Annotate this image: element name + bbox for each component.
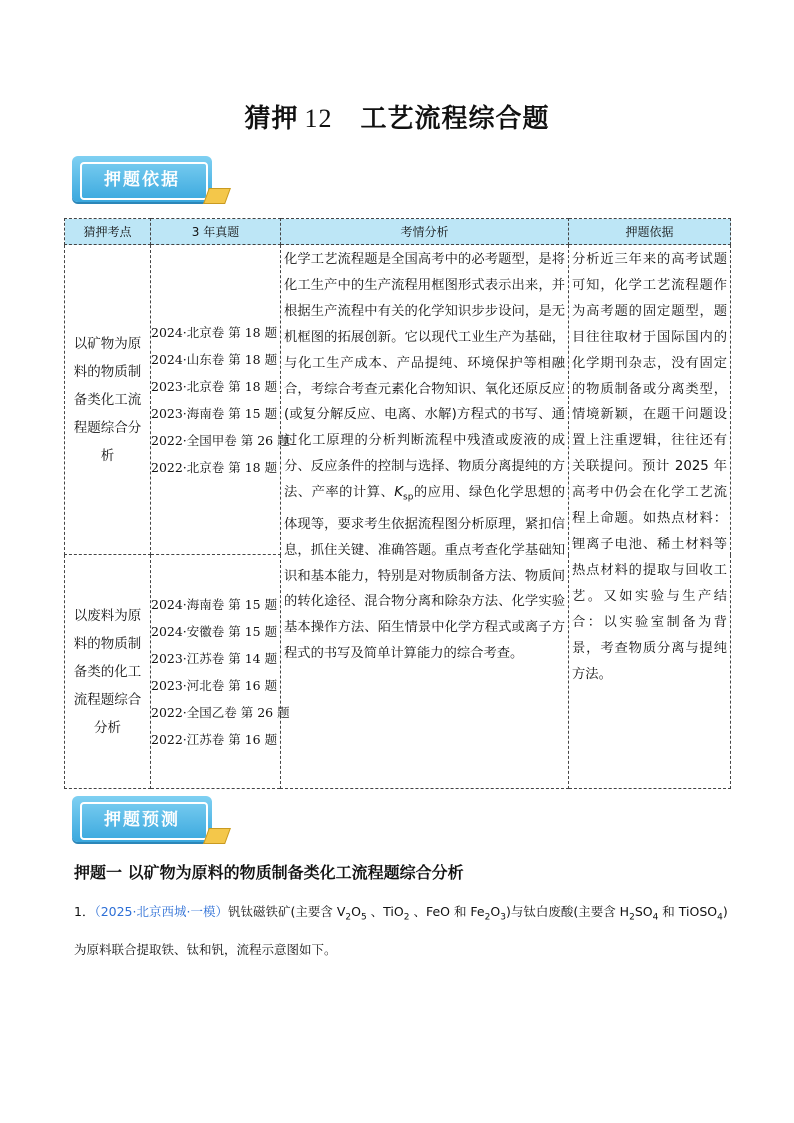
section-heading: 押题一 以矿物为原料的物质制备类化工流程题综合分析	[74, 863, 464, 882]
question-1: 1．（2025·北京西城·一模）钒钛磁铁矿(主要含 $V_2O_5$ 、TiO$_2$ 、FeO 和 $Fe_2O_3$)与钛白废酸(主要含 $H_2SO_4$ 和 TiOSO$_4$)为原料联合提取铁、钛和钒，流程示意图如下。	[74, 904, 728, 957]
section-banner-prediction	[72, 796, 228, 848]
exams-cell: 2024·北京卷 第 18 题 2024·山东卷 第 18 题 2023·北京卷 第 18 题 2023·海南卷 第 15 题 2022·全国甲卷 第 26 题 2022·北京卷 第 18 题	[151, 245, 281, 555]
exams-cell: 2024·海南卷 第 15 题 2024·安徽卷 第 15 题 2023·江苏卷 第 14 题 2023·河北卷 第 16 题 2022·全国乙卷 第 26 题 2022·江苏卷 第 16 题	[151, 555, 281, 789]
header-cell: 考情分析	[281, 219, 569, 245]
analysis-cell: 化学工艺流程题是全国高考中的必考题型，是将化工生产中的生产流程用框图形式表示出来，并根据生产流程中有关的化学知识步步设问，是无机框图的拓展创新。它以现代工业生产为基础，与化工生产成本、产品提纯、环境保护等相融合，考综合考查元素化合物知识、氧化还原反应(或复分解反应、电离、水解)方程式的书写、通过化工原理的分析判断流程中残渣或废液的成分、反应条件的控制与选择、物质分离提纯的方法、产率的计算、$K_{sp}$的应用、绿色化学思想的体现等，要求考生依据流程图分析原理，紧扣信息，抓住关键、准确答题。重点考查化学基础知识和基本能力，特别是对物质制备方法、物质间的转化途径、混合物分离和除杂方法、化学实验基本操作方法、陌生情景中化学方程式或离子方程式的书写及简单计算能力的综合考查。	[281, 245, 569, 789]
book-icon	[203, 828, 231, 844]
table-header-row	[65, 219, 731, 245]
banner-label: 押题预测	[104, 810, 180, 830]
page-title: 猜押 12 工艺流程综合题	[244, 104, 550, 134]
section-banner-basis	[72, 156, 228, 208]
basis-cell: 分析近三年来的高考试题可知，化学工艺流程题作为高考题的固定题型，题目往往取材于国际国内的化学期刊杂志，没有固定的物质制备或分离类型，情境新颖，在题干问题设置上注重逻辑，往往还有关联提问。预计 2025 年高考中仍会在化学工艺流程上命题。如热点材料：锂离子电池、稀土材料等热点材料的提取与回收工艺。又如实验与生产结合：以实验室制备为背景，考查物质分离与提纯方法。	[569, 245, 731, 789]
header-cell: 猜押考点	[65, 219, 151, 245]
exam-basis-table	[64, 218, 731, 789]
question-source: （2025·北京西城·一模）	[94, 904, 228, 919]
header-cell: 押题依据	[569, 219, 731, 245]
point-cell: 以矿物为原料的物质制备类化工流程题综合分析	[65, 245, 151, 555]
banner-label: 押题依据	[104, 170, 180, 190]
table-row	[65, 245, 731, 555]
point-cell: 以废料为原料的物质制备类的化工流程题综合分析	[65, 555, 151, 789]
book-icon	[203, 188, 231, 204]
header-cell: 3 年真题	[151, 219, 281, 245]
